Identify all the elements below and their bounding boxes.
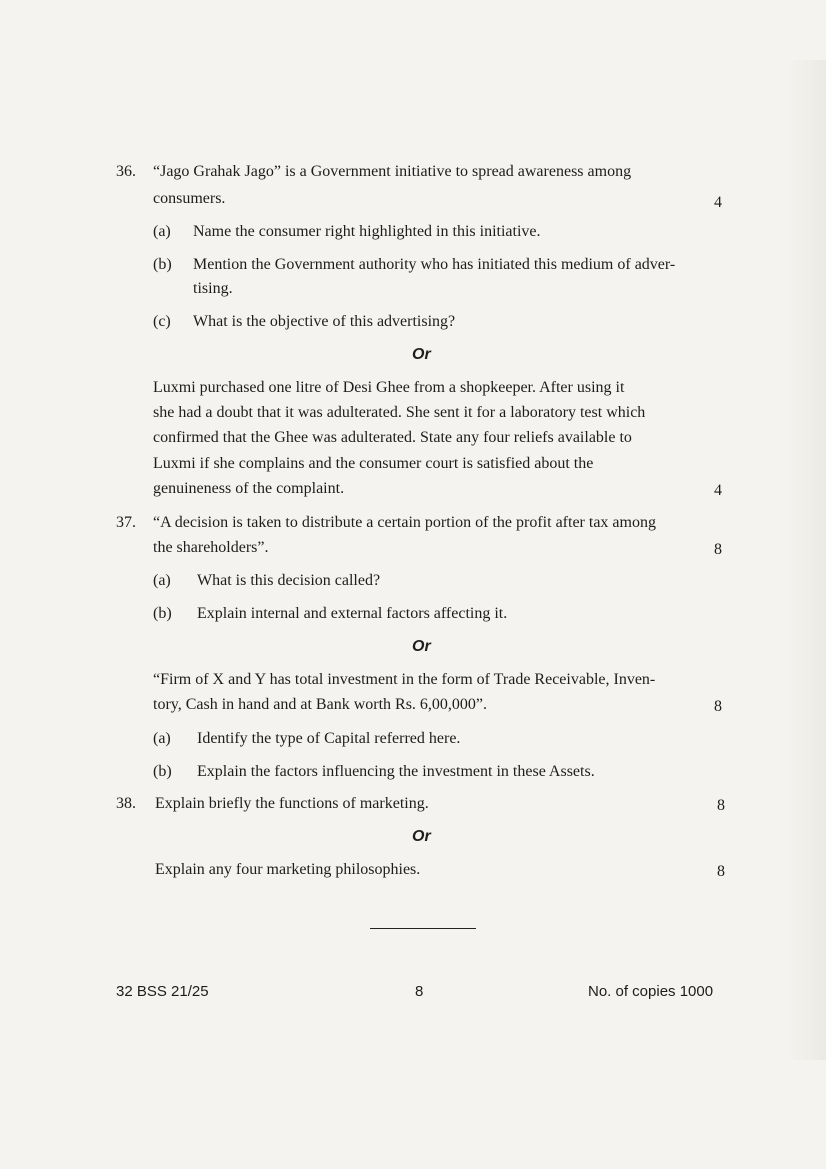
q37-marks: 8 (714, 541, 722, 558)
q37-alt-a-label: (a) (153, 730, 171, 747)
q36-alt-marks: 4 (714, 482, 722, 499)
q36-b-label: (b) (153, 256, 172, 273)
q37-alt-line1: “Firm of X and Y has total investment in the form of Trade Receivable, Inven- (153, 671, 656, 688)
q36-c-text: What is the objective of this advertising? (193, 313, 456, 330)
q37-a-label: (a) (153, 572, 171, 589)
q36-stem-line1: “Jago Grahak Jago” is a Government initiative to spread awareness among (153, 163, 632, 180)
q37-stem-line1: “A decision is taken to distribute a certain portion of the profit after tax among (153, 514, 656, 531)
q36-b-text-line2: tising. (193, 280, 233, 297)
q36-stem-line2: consumers. (153, 190, 226, 207)
q38-marks: 8 (717, 797, 725, 814)
end-rule (370, 928, 476, 929)
copies-count: No. of copies 1000 (588, 983, 714, 1000)
q36-alt-line4: Luxmi if she complains and the consumer court is satisfied about the (153, 455, 594, 472)
q37-b-text: Explain internal and external factors affecting it. (197, 605, 508, 622)
q37-alt-a-text: Identify the type of Capital referred here. (197, 730, 461, 747)
q36-alt-line2: she had a doubt that it was adulterated. She sent it for a laboratory test which (153, 404, 646, 421)
q36-number: 36. (116, 163, 136, 180)
q37-or: Or (412, 638, 431, 655)
q36-a-text: Name the consumer right highlighted in this initiative. (193, 223, 541, 240)
q37-b-label: (b) (153, 605, 172, 622)
q37-alt-b-label: (b) (153, 763, 172, 780)
q38-or: Or (412, 828, 431, 845)
q36-alt-line5: genuineness of the complaint. (153, 480, 345, 497)
q37-alt-marks: 8 (714, 698, 722, 715)
paper-code: 32 BSS 21/25 (116, 983, 209, 1000)
scan-shadow (786, 60, 826, 1060)
q38-alt-marks: 8 (717, 863, 725, 880)
q37-alt-b-text: Explain the factors influencing the investment in these Assets. (197, 763, 595, 780)
q38-alt: Explain any four marketing philosophies. (155, 861, 421, 878)
q36-b-text-line1: Mention the Government authority who has initiated this medium of adver- (193, 256, 676, 273)
q36-a-label: (a) (153, 223, 171, 240)
q36-marks: 4 (714, 194, 722, 211)
q38-stem: Explain briefly the functions of marketing. (155, 795, 429, 812)
q37-number: 37. (116, 514, 136, 531)
q38-number: 38. (116, 795, 136, 812)
page-number: 8 (415, 983, 424, 1000)
q36-c-label: (c) (153, 313, 171, 330)
q37-a-text: What is this decision called? (197, 572, 381, 589)
q37-stem-line2: the shareholders”. (153, 539, 269, 556)
q37-alt-line2: tory, Cash in hand and at Bank worth Rs. 6,00,000”. (153, 696, 488, 713)
q36-or: Or (412, 346, 431, 363)
q36-alt-line3: confirmed that the Ghee was adulterated. State any four reliefs available to (153, 429, 632, 446)
q36-alt-line1: Luxmi purchased one litre of Desi Ghee from a shopkeeper. After using it (153, 379, 625, 396)
